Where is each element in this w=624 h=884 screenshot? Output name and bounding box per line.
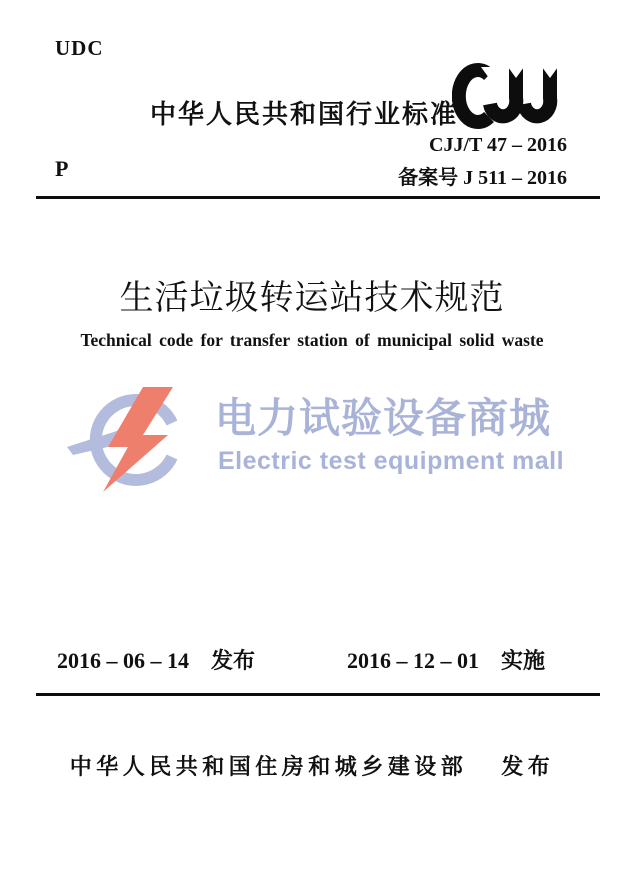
top-divider-line [36, 196, 600, 199]
implement-date: 2016 – 12 – 01 [346, 648, 479, 673]
cjj-logo-icon [452, 58, 572, 130]
document-title-zh: 生活垃圾转运站技术规范 [119, 280, 505, 317]
watermark-text-en: Electric test equipment mall [218, 447, 565, 475]
mall-logo-icon [65, 385, 215, 505]
classification-mark: P [55, 156, 69, 181]
document-title-en: Technical code for transfer station of municipal solid waste [80, 330, 544, 350]
publisher-row [0, 750, 624, 781]
issue-date-group [57, 644, 255, 675]
publisher-name: 中华人民共和国住房和城乡建设部 [69, 754, 468, 779]
dates-row [57, 644, 545, 675]
udc-label: UDC [55, 36, 104, 60]
standard-number: CJJ/T 47 – 2016 [429, 134, 567, 156]
watermark-block [65, 385, 585, 497]
watermark-text-zh: 电力试验设备商城 [215, 395, 551, 441]
standard-type-heading: 中华人民共和国行业标准 [150, 99, 459, 129]
implement-date-group [347, 644, 545, 675]
issue-label: 发布 [211, 648, 256, 673]
publish-label: 发布 [501, 754, 555, 779]
bottom-divider-line [36, 693, 600, 696]
record-number: 备案号 J 511 – 2016 [398, 167, 567, 189]
issue-date: 2016 – 06 – 14 [57, 648, 189, 673]
implement-label: 实施 [500, 648, 545, 673]
